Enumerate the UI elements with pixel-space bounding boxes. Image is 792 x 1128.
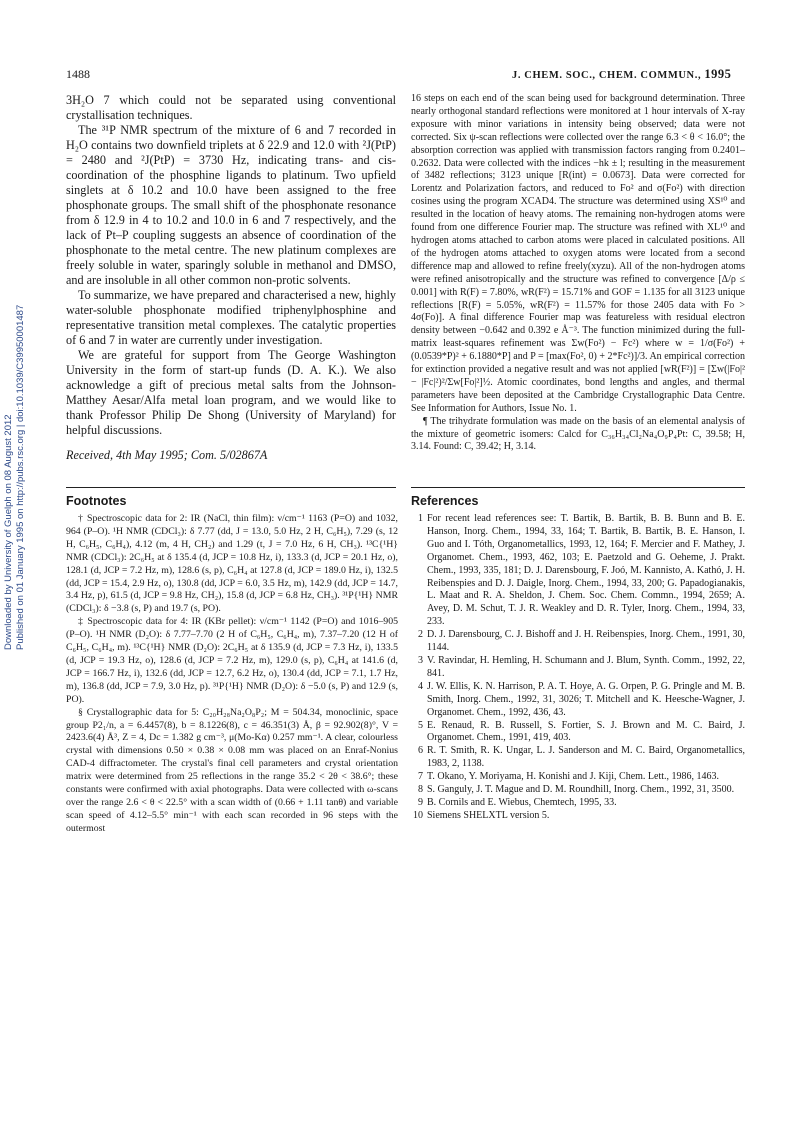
reference-item: [411, 784, 745, 797]
journal-year: 1995: [704, 67, 732, 81]
acknowledgement-paragraph: We are grateful for support from The George Washington University in the form of start-up funds (D. A. K.). We also acknowledge a gift of precious metal salts from the Johnson-Matthey Aesar/Alfa metal loan program, and we would like to thank Professor Philip De Shong (University of Maryland) for helpful discussions.: [66, 348, 396, 437]
body-paragraph: 3H₂O 7 which could not be separated using conventional crystallisation techniques.: [66, 93, 396, 122]
body-paragraph: To summarize, we have prepared and characterised a new, highly water-soluble phosphonate modified triphenylphosphine and representative transition metal complexes. The catalytic properties of 6 and 7 in water are currently under investigation.: [66, 288, 396, 347]
reference-item: [411, 681, 745, 720]
reference-item: [411, 629, 745, 655]
reference-number: 5: [418, 719, 423, 731]
journal-header: [512, 67, 731, 82]
reference-item: [411, 745, 745, 771]
reference-item: [411, 720, 745, 746]
footnote-trihydrate: ¶ The trihydrate formulation was made on the basis of an elemental analysis of the mixture of geometric isomers: Calcd for C₃₆H₃₄Cl₂Na₄O₉P₄Pt: C, 39.58; H, 3.14. Found: C, 39.42; H, 3.14.: [411, 415, 745, 453]
publication-notice[interactable]: Published on 01 January 1995 on http://pubs.rsc.org | doi:10.1039/C39950001487: [15, 304, 26, 650]
reference-number: 10: [413, 809, 423, 821]
reference-text: For recent lead references see: T. Bartik, B. Bartik, B. B. Bunn and B. E. Hanson, Inorg. Chem., 1994, 33, 164; T. Bartik, B. Bartik, B. E. Hanson, I. Guo and I. Tóth, Organometallics, 1993, 12, 164; F. Mercier and F. Mathey, J. Organomet. Chem., 1993, 462, 103; E. Paetzold and G. Oeheme, J. Prakt. Chem., 1993, 335, 181; D. J. Darensbourg, F. Joó, M. Kannisto, A. Kathó, J. H. Reibenspies and D. J. Daigle, Inorg. Chem., 1994, 33, 200; G. Papadogianakis, L. Maat and R. A. Sheldon, J. Chem. Soc. Chem. Commn., 1994, 2659; A. Avey, D. M. Schut, T. J. R. Weakley and D. R. Tyler, Inorg. Chem., 1994, 33, 233.: [427, 513, 745, 628]
body-paragraph: The ³¹P NMR spectrum of the mixture of 6 and 7 recorded in H₂O contains two downfield triplets at δ 22.9 and 12.0 with ²J(PtP) = 2480 and ²J(PtP) = 3730 Hz, indicating trans- and cis-coordination of the phosphine ligands to platinum. Two upfield singlets at δ 10.2 and 10.0 have been assigned to the free phosphonate groups. The small shift of the phosphonate resonance from δ 12.9 in 4 to 10.2 and 10.0 in 6 and 7 respectively, and the lack of Pt–P coupling suggests an absence of coordination of the phosphonate to the metal centre. The new platinum complexes are freely soluble in water, sparingly soluble in methanol and DMSO, and are insoluble in all other common non-protic solvents.: [66, 123, 396, 287]
reference-number: 9: [418, 796, 423, 808]
reference-item: [411, 810, 745, 823]
reference-number: 2: [418, 629, 423, 641]
page-number: 1488: [66, 67, 90, 81]
reference-number: 4: [418, 680, 423, 692]
reference-text: E. Renaud, R. B. Russell, S. Fortier, S. J. Brown and M. C. Baird, J. Organomet. Chem., 1991, 419, 403.: [427, 719, 745, 744]
reference-text: Siemens SHELXTL version 5.: [427, 809, 550, 821]
reference-text: J. W. Ellis, K. N. Harrison, P. A. T. Hoye, A. G. Orpen, P. G. Pringle and M. B. Smith, Inorg. Chem., 1992, 31, 3026; T. Mitchell and K. Heesche-Wagner, J. Organomet. Chem., 1992, 436, 43.: [427, 680, 745, 718]
reference-text: V. Ravindar, H. Hemling, H. Schumann and J. Blum, Synth. Comm., 1992, 22, 841.: [427, 654, 745, 679]
reference-text: S. Ganguly, J. T. Mague and D. M. Roundhill, Inorg. Chem., 1992, 31, 3500.: [427, 784, 735, 796]
section-divider: [411, 487, 745, 488]
reference-number: 7: [418, 771, 423, 783]
reference-text: B. Cornils and E. Wiebus, Chemtech, 1995, 33.: [427, 796, 617, 808]
footnotes-body: [66, 513, 398, 836]
reference-number: 3: [418, 654, 423, 666]
reference-number: 1: [418, 513, 423, 524]
reference-text: D. J. Darensbourg, C. J. Bishoff and J. H. Reibenspies, Inorg. Chem., 1991, 30, 1144.: [427, 629, 745, 654]
received-line: Received, 4th May 1995; Com. 5/02867A: [66, 448, 268, 462]
reference-item: [411, 513, 745, 629]
reference-item: [411, 771, 745, 784]
journal-name: J. CHEM. SOC., CHEM. COMMUN.,: [512, 70, 702, 81]
footnote-item: ‡ Spectroscopic data for 4: IR (KBr pellet): ν/cm⁻¹ 1142 (P=O) and 1016–905 (P–O). ¹H NMR (D₂O): δ 7.77–7.70 (2 H of C₆H₅, C₆H₄, m), 7.37–7.20 (12 H of C₆H₅, C₆H₄, m). ¹³C{¹H} NMR (D₂O): 2C₆H₅ at δ 135.9 (d, JCP = 7.3 Hz, i), 133.5 (d, JCP = 19.3 Hz, o), 128.6 (d, JCP = 7.2 Hz, m), 129.0 (s, p), C₆H₄ at 141.6 (d, JCP = 166.7 Hz, i), 132.6 (dd, JCP = 12.7, 6.2 Hz, o), 130.4 (dd, JCP = 7.1, 1.7 Hz, m), 136.8 (dd, JCP = 7.9, 3.0 Hz, p). ³¹P{¹H} NMR (D₂O): δ −5.0 (s, P) and 12.9 (s, PO).: [66, 616, 398, 705]
reference-text: T. Okano, Y. Moriyama, H. Konishi and J. Kiji, Chem. Lett., 1986, 1463.: [427, 771, 720, 783]
references-title: References: [411, 494, 479, 508]
download-notice[interactable]: Downloaded by University of Guelph on 08 August 2012: [3, 414, 14, 650]
download-sidebar: [3, 290, 27, 650]
main-text-left-column: [66, 93, 396, 463]
reference-number: 8: [418, 784, 423, 796]
reference-item: [411, 797, 745, 810]
footnote-item: § Crystallographic data for 5: C₂₀H₂₈Na₂O₈P₂; M = 504.34, monoclinic, space group P2₁/n, a = 6.4457(8), b = 8.1226(8), c = 46.351(3) Å, β = 92.902(8)°, V = 2423.6(4) Å³, Z = 4, Dc = 1.382 g cm⁻³, μ(Mo-Kα) 0.257 mm⁻¹. A clear, colourless crystal with dimensions 0.50 × 0.38 × 0.08 mm was placed on an Enraf-Nonius CAD-4 diffractometer. The crystal's final cell parameters and crystal orientation matrix were determined from 25 reflections in the range 35.2 < 2θ < 38.6°; these constants were confirmed with axial photographs. Data were collected with ω-scans over the range 2.6 < θ < 22.5° with a scan width of (0.66 + 1.11 tanθ) and variable scan speed of 4.12–5.5° min⁻¹ with each scan recorded in 96 steps with the outermost: [66, 706, 398, 834]
reference-item: [411, 655, 745, 681]
main-text-right-column: [411, 93, 745, 454]
reference-number: 6: [418, 745, 423, 757]
footnotes-title: Footnotes: [66, 494, 127, 508]
reference-text: R. T. Smith, R. K. Ungar, L. J. Sanderson and M. C. Baird, Organometallics, 1983, 2, 1138.: [427, 745, 745, 770]
section-divider: [66, 487, 396, 488]
references-list: [411, 513, 745, 823]
crystallography-continuation: 16 steps on each end of the scan being used for background determination. Three nearly orthogonal standard reflections were monitored at 1 hour intervals of X-ray exposure with minor variations in intensity being observed; data were not corrected. Six ψ-scan reflections were collected over the range 6.3 < θ < 16.0°; the absorption correction was applied with transmission factors ranging from 0.2401–0.2632. Data were collected with the indices −hk ± l; resulting in the measurement of 3482 reflections; 3123 unique [R(int) = 0.0673]. Data were corrected for Lorentz and Polarization factors, and reduced to Fo² and σ(Fo²) with direction cosines using the program XCAD4. The structure was determined using XS¹⁰ and resulted in the location of heavy atoms. The remaining non-hydrogen atoms were found from one difference Fourier map. The structure was refined with XL¹⁰ and hydrogen atoms attached to carbon atoms were placed in calculated positions. All of the hydrogen atoms attached to oxygen atoms were located from a second difference map and allowed to refine freely(xyzu). All of the non-hydrogen atoms were refined anisotropically and the structure was refined to convergence [Δ/ρ ≤ 0.001] with R(F) = 7.80%, wR(F²) = 15.71% and GOF = 1.135 for all 3123 unique reflections [R(F) = 5.05%, wR(F²) = 11.57% for those 2405 data with Fo > 4σ(Fo)]. A final difference Fourier map was featureless with residual electron density between −0.642 and 0.392 e Å⁻³. The function minimized during the full-matrix least-squares refinement was Σw(Fo²) − Fc²) where w = 1/σ(Fo²) + (0.0539*P)² + 6.1880*P] and P = [max(Fo², 0) + 2*Fc²)]/3. An empirical correction for extinction provided a negative result and was not applied [wR(F²)] = [Σw(|Fo|² − |Fc|²)²/Σw[Fo|²]½. Atomic coordinates, bond lengths and angles, and thermal parameters have been deposited at the Cambridge Crystallographic Data Centre. See Information for Authors, Issue No. 1.: [411, 93, 745, 414]
footnote-item: † Spectroscopic data for 2: IR (NaCl, thin film): ν/cm⁻¹ 1163 (P=O) and 1032, 964 (P–O). ¹H NMR (CDCl₃): δ 7.77 (dd, J = 13.0, 5.0 Hz, 2 H, C₆H₅), 7.29 (s, 12 H, C₆H₅, C₆H₄), 4.12 (m, 4 H, CH₂) and 1.29 (t, J = 7.0 Hz, 6 H, CH₃). ¹³C{¹H} NMR (CDCl₃): 2C₆H₅ at δ 135.4 (d, JCP = 10.8 Hz, i), 133.3 (d, JCP = 20.1 Hz, o), 128.1 (d, JCP = 7.2 Hz, m), 128.6 (s, p), C₆H₄ at 127.8 (d, JCP = 189.0 Hz, i), 132.5 (dd, JCP = 15.4, 2.9 Hz, o), 130.8 (dd, JCP = 6.0, 3.5 Hz, m), 142.9 (dd, JCP = 14.7, 3.4 Hz, p), 61.5 (d, JCP = 9.8 Hz, CH₂), 15.8 (d, JCP = 6.8 Hz, CH₃). ³¹P{¹H} NMR (CDCl₃): δ −3.8 (s, P) and 19.7 (s, PO).: [66, 513, 398, 615]
